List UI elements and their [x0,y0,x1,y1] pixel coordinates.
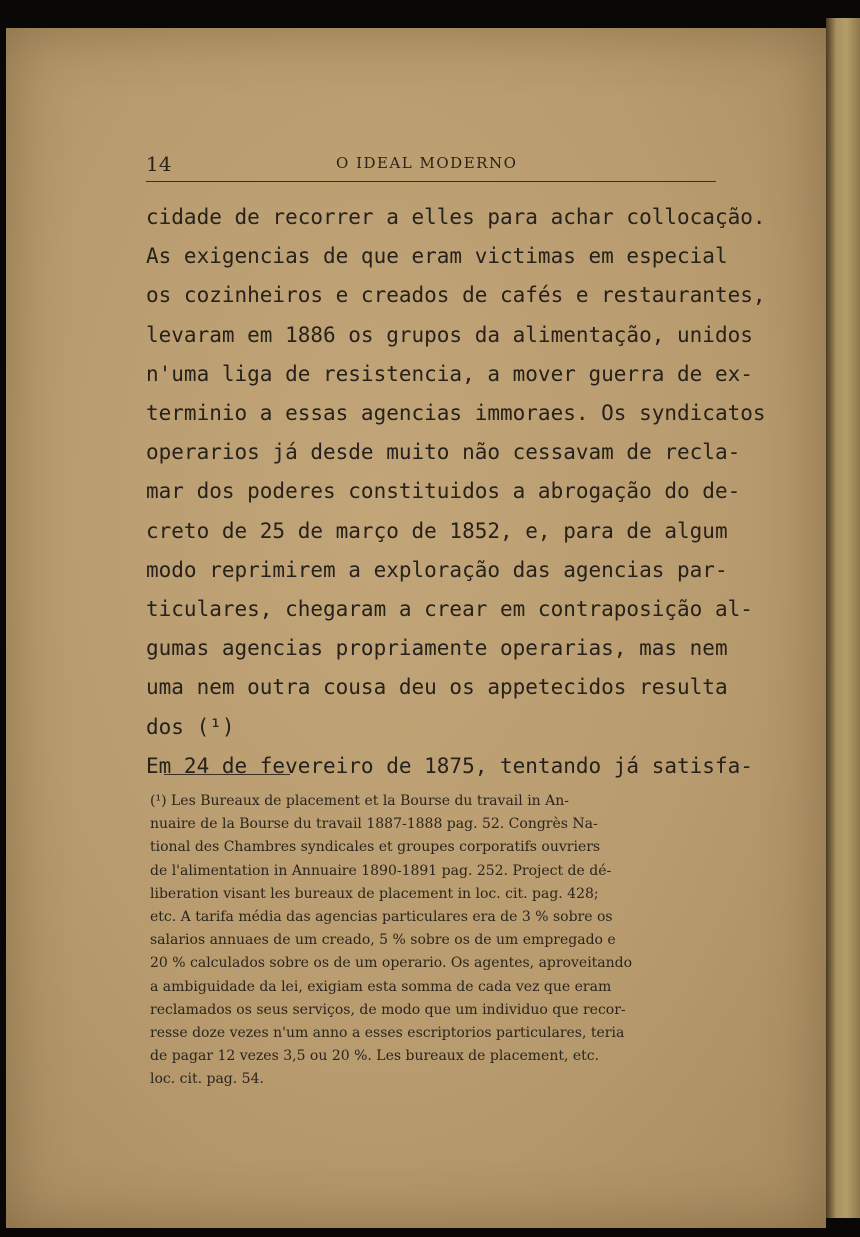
footnote-line: liberation visant les bureaux de placement in loc. cit. pag. 428; [150,885,599,902]
footnote-line: resse doze vezes n'um anno a esses escriptorios particulares, teria [150,1025,625,1042]
body-text [146,198,766,786]
footnote-line: loc. cit. pag. 54. [150,1071,264,1088]
body-line: terminio a essas agencias immoraes. Os syndicatos [146,401,766,426]
body-line: creto de 25 de março de 1852, e, para de algum [146,518,728,543]
page-number: 14 [146,152,172,176]
next-page-edge [826,18,860,1218]
footnote-line: de l'alimentation in Annuaire 1890-1891 pag. 252. Project de dé- [150,862,612,879]
footnote-line: reclamados os seus serviços, de modo que um individuo que recor- [150,1001,626,1018]
body-line: mar dos poderes constituidos a abrogação do de- [146,479,741,504]
body-line: cidade de recorrer a elles para achar collocação. [146,205,766,229]
footnote-line: nuaire de la Bourse du travail 1887-1888 pag. 52. Congrès Na- [150,816,598,833]
body-line: gumas agencias propriamente operarias, mas nem [146,636,728,661]
footnote [150,790,730,1092]
footnote-line: salarios annuaes de um creado, 5 % sobre os de um empregado e [150,932,616,949]
header-rule [146,181,716,182]
body-line: os cozinheiros e creados de cafés e restaurantes, [146,283,766,308]
body-line: As exigencias de que eram victimas em especial [146,244,728,269]
body-line: ticulares, chegaram a crear em contraposição al- [146,597,753,622]
body-line: operarios já desde muito não cessavam de recla- [146,440,741,465]
body-line: Em 24 de fevereiro de 1875, tentando já satisfa- [146,753,753,778]
body-line: dos (¹) [146,714,235,739]
page-header [146,152,716,176]
running-title: O IDEAL MODERNO [336,154,518,172]
footnote-rule [164,774,290,775]
footnote-line: tional des Chambres syndicales et groupes corporatifs ouvriers [150,839,601,856]
body-line: modo reprimirem a exploração das agencias par- [146,557,728,582]
footnote-line: (¹) Les Bureaux de placement et la Bourse du travail in An- [150,793,569,809]
footnote-line: etc. A tarifa média das agencias particulares era de 3 % sobre os [150,909,613,926]
body-line: levaram em 1886 os grupos da alimentação, unidos [146,322,753,347]
body-line: uma nem outra cousa deu os appetecidos resulta [146,675,728,700]
footnote-line: a ambiguidade da lei, exigiam esta somma de cada vez que eram [150,978,612,995]
footnote-line: de pagar 12 vezes 3,5 ou 20 %. Les bureaux de placement, etc. [150,1048,600,1065]
body-line: n'uma liga de resistencia, a mover guerra de ex- [146,361,753,386]
footnote-line: 20 % calculados sobre os de um operario. Os agentes, aproveitando [150,955,633,972]
